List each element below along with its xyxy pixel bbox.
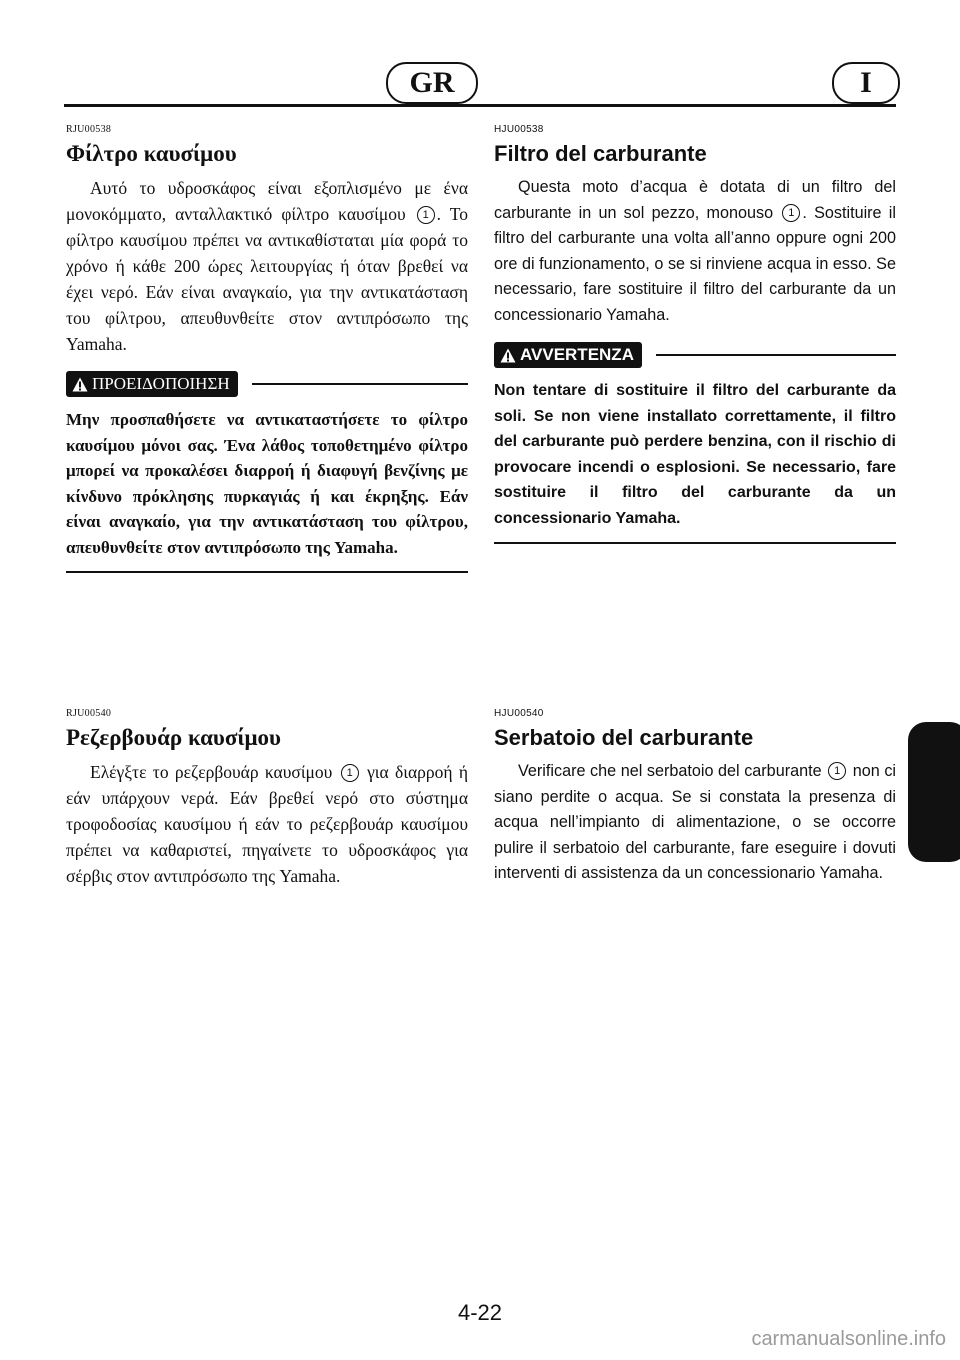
- section-fuel-filter-gr: [66, 124, 468, 573]
- warning-label: AVVERTENZA: [520, 345, 634, 364]
- section-fuel-tank-gr: [66, 708, 468, 889]
- warning-rule: [656, 354, 896, 356]
- section-title: Serbatoio del carburante: [494, 725, 754, 750]
- warning-text: Μην προσπαθήσετε να αντικαταστήσετε το φίλτρο καυσίμου μόνοι σας. Ένα λάθος τοποθετημένο φίλτρο μπορεί να προκαλέσει διαρροή ή διαφυγή βενζίνης με κίνδυνο πρόκλησης πυρκαγιάς ή και έκρηξης. Εάν είναι αναγκαίο, για την αντικατάσταση του φίλτρου, απευθυνθείτε στον αντιπρόσωπο της Yamaha.: [66, 410, 468, 557]
- chapter-tab: [908, 722, 960, 862]
- warning-badge: [66, 371, 238, 397]
- callout-number: 1: [782, 204, 800, 222]
- warning-rule: [252, 383, 468, 385]
- section-title: Filtro del carburante: [494, 141, 707, 166]
- section-body: Ελέγξτε το ρεζερβουάρ καυσίμου 1 για διαρροή ή εάν υπάρχουν νερά. Εάν βρεθεί νερό στο σύστημα τροφοδοσίας καυσίμου ή εάν το ρεζερβουάρ καυσίμου πρέπει να καθαριστεί, πηγαίνετε το υδροσκάφος για σέρβις στον αντιπρόσωπο της Yamaha.: [66, 762, 469, 886]
- section-title: Ρεζερβουάρ καυσίμου: [66, 725, 281, 750]
- warning-header: [494, 342, 896, 368]
- language-badge-i-label: I: [860, 66, 872, 99]
- section-fuel-filter-it: [494, 124, 896, 544]
- section-code: RJU00538: [66, 124, 112, 135]
- warning-end-rule: [494, 542, 896, 544]
- section-body: Questa moto d’acqua è dotata di un filtro del carburante in un sol pezzo, monouso 1 . Sostituire il filtro del carburante una volta all’anno oppure ogni 200 ore di funzionamento, o se si rinviene acqua in esso. Se necessario, fare sostituire il filtro del carburante da un concessionario Yamaha.: [494, 178, 896, 324]
- callout-number: 1: [341, 764, 359, 782]
- language-badge-i: [832, 62, 900, 104]
- callout-number: 1: [828, 762, 846, 780]
- language-badge-gr: [386, 62, 478, 104]
- section-title: Φίλτρο καυσίμου: [66, 141, 237, 166]
- callout-number: 1: [417, 206, 435, 224]
- warning-triangle-icon: [500, 348, 516, 363]
- warning-triangle-icon: [72, 377, 88, 392]
- section-body: Αυτό το υδροσκάφος είναι εξοπλισμένο με ένα μονοκόμματο, ανταλλακτικό φίλτρο καυσίμου 1 . Το φίλτρο καυσίμου πρέπει να αντικαθίσταται μία φορά το χρόνο ή κάθε 200 ώρες λειτουργίας ή όταν βρεθεί να έχει νερό. Εάν είναι αναγκαίο, για την αντικατάσταση του φίλτρου, απευθυνθείτε στον αντιπρόσωπο της Yamaha.: [66, 178, 469, 354]
- warning-end-rule: [66, 571, 468, 573]
- language-badge-gr-label: GR: [409, 66, 455, 99]
- section-code: HJU00540: [494, 708, 544, 719]
- warning-text: Non tentare di sostituire il filtro del carburante da soli. Se non viene installato correttamente, il filtro del carburante può perdere benzina, con il rischio di provocare incendi o esplosioni. Se necessario, fare sostituire il filtro del carburante da un concessionario Yamaha.: [494, 382, 896, 527]
- header-rule: [64, 104, 896, 107]
- warning-header: [66, 371, 468, 397]
- page-number: 4-22: [457, 1300, 503, 1325]
- section-body: Verificare che nel serbatoio del carburante 1 non ci siano perdite o acqua. Se si constata la presenza di acqua nell’impianto di alimentazione, o se occorre pulire il serbatoio del carburante, fare eseguire i dovuti interventi di assistenza da un concessionario Yamaha.: [494, 762, 897, 882]
- watermark: carmanualsonline.info: [751, 1328, 946, 1350]
- section-code: HJU00538: [494, 124, 544, 135]
- warning-label: ΠΡΟΕΙΔΟΠΟΙΗΣΗ: [92, 374, 230, 393]
- section-code: RJU00540: [66, 708, 112, 719]
- section-fuel-tank-it: [494, 708, 896, 887]
- warning-badge: [494, 342, 642, 368]
